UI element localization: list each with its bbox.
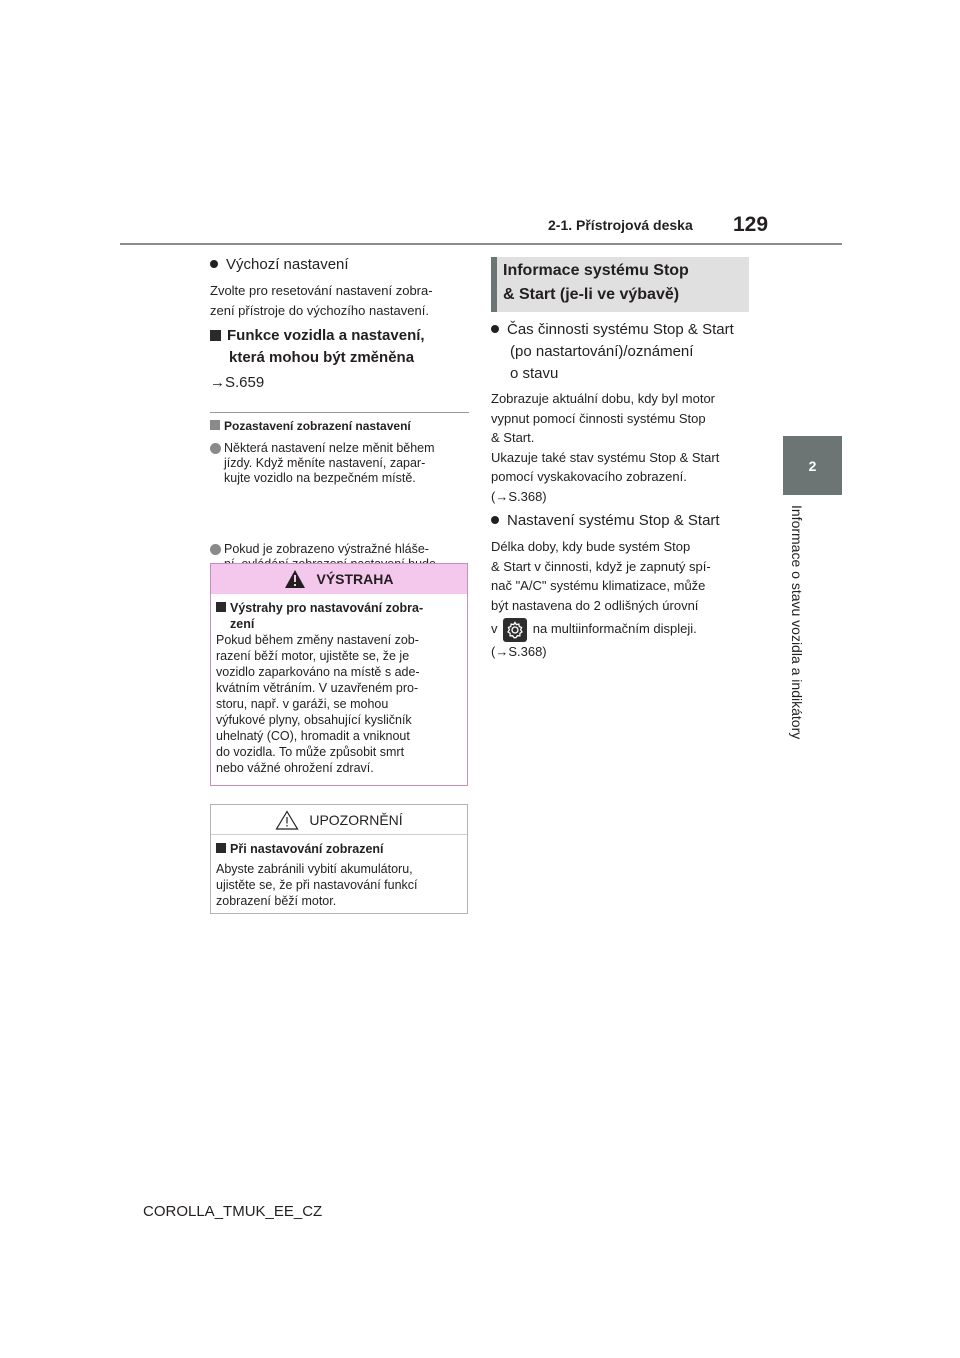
default-settings-text [210,281,433,320]
page-reference: (→S.368) [491,644,547,659]
note-title: Pozastavení zobrazení nastavení [210,419,411,433]
square-bullet-icon [210,330,221,341]
caution-label: UPOZORNĚNÍ [309,811,403,828]
heading-vehicle-functions [210,325,425,369]
note-rule [210,412,469,413]
icon-line: v na multiinformačním displeji. [491,616,697,642]
bullet-label: Výchozí nastavení [226,256,349,273]
text-line: zení přístroje do výchozího nastavení. [210,302,429,318]
bullet-dot [491,325,499,333]
warning-title: Výstrahy pro nastavování zobra- zení [216,600,462,632]
chapter-title: Informace o stavu vozidla a indikátory [789,505,805,740]
circle-bullet-icon [210,544,221,555]
caution-header [211,805,467,835]
chapter-tab [783,436,842,495]
warning-text: Pokud během změny nastavení zob- razení běží motor, ujistěte se, že je vozidlo zaparkováno na místě s ade- kvátním větráním. V uzavřeném pro- storu, např. v garáži, se mohou výfukové plyny, obsahující kysličník uhelnatý (CO), hromadit a vniknout do vozidla. To může způsobit smrt nebo vážné ohrožení zdraví. [216,633,420,775]
bullet-stop-start-settings: Nastavení systému Stop & Start [491,510,720,532]
page-number: 129 [733,213,769,236]
bullet-stop-start-time: Čas činnosti systému Stop & Start (po nastartování)/oznámení o stavu [491,319,734,385]
header-rule [120,243,842,245]
heading-line: Funkce vozidla a nastavení, [210,325,425,347]
bullet-dot [491,516,499,524]
caution-title: Při nastavování zobrazení [216,841,462,857]
warning-header [211,564,467,594]
heading-line: Informace systému Stop [503,262,689,279]
warning-triangle-icon [284,569,306,589]
section-title: 2-1. Přístrojová deska [548,217,693,233]
stop-start-heading [491,257,749,312]
square-bullet-icon [210,420,220,430]
stop-start-time-text: Zobrazuje aktuální dobu, kdy byl motor vypnut pomocí činnosti systému Stop & Start. Ukazuje také stav systému Stop & Start pomocí vyskakovacího zobrazení. (→S.368) [491,391,720,504]
circle-bullet-icon [210,443,221,454]
warning-label: VÝSTRAHA [316,571,394,587]
note-item: Pokud je zobrazeno výstražné hláše- [210,542,489,587]
document-code: COROLLA_TMUK_EE_CZ [143,1203,323,1220]
warning-box [210,563,468,786]
warning-body [211,594,467,776]
text-line: Zvolte pro resetování nastavení zobra- [210,283,433,298]
caution-body [211,835,467,909]
square-bullet-icon [216,843,226,853]
bullet-default-settings [210,254,349,276]
page-reference: →S.659 [210,374,265,391]
note-item: Některá nastavení nelze měnit během jízdy. Když měníte nastavení, zapar- kujte vozidlo na bezpečném místě. [210,441,489,486]
stop-start-settings-text: Délka doby, kdy bude systém Stop & Start v činnosti, když je zapnutý spí- nač "A/C" systému klimatizace, může být nastavena do 2 odlišných úrovní [491,539,711,613]
caution-box [210,804,468,914]
square-bullet-icon [216,602,226,612]
chapter-number: 2 [808,457,817,474]
caution-triangle-icon [275,810,299,830]
caution-text: Abyste zabránili vybití akumulátoru, ujistěte se, že při nastavování funkcí zobrazení běží motor. [216,862,418,908]
heading-line: & Start (je-li ve výbavě) [503,286,680,303]
bullet-dot [210,260,218,268]
settings-gear-icon [503,618,527,642]
heading-line: která mohou být změněna [229,349,415,366]
